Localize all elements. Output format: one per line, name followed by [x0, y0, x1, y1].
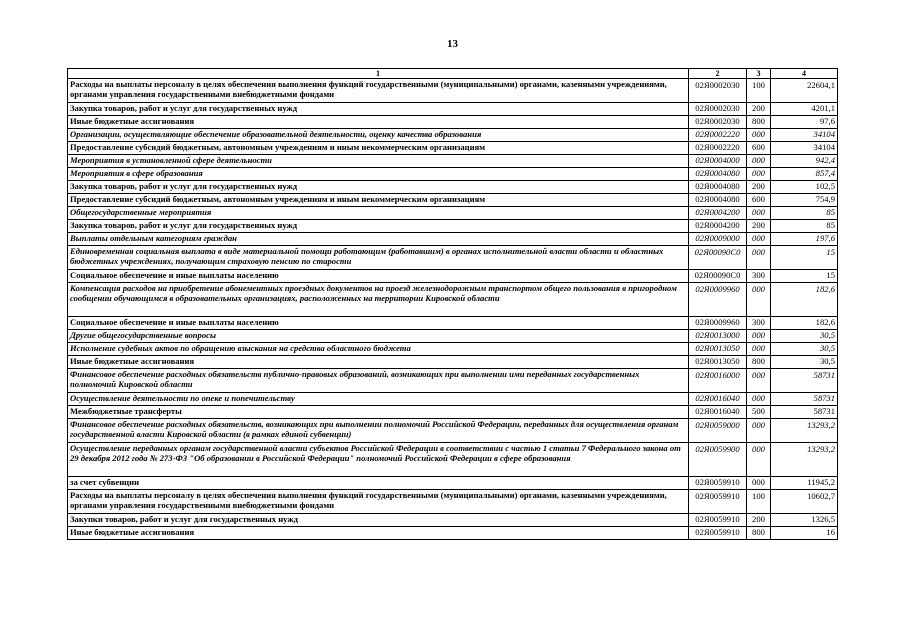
- table-row: [68, 103, 838, 116]
- row-name: Расходы на выплаты персоналу в целях обеспечения выполнения функций государственными (муниципальными) органами, казенными учреждениями, органами управления государственными внебюджетными фондами: [68, 79, 689, 103]
- page-number: 13: [447, 38, 458, 50]
- row-name: Общегосударственные мероприятия: [68, 207, 689, 220]
- row-name: Межбюджетные трансферты: [68, 406, 689, 419]
- row-expense-type: 200: [747, 514, 771, 527]
- row-expense-type: 000: [747, 477, 771, 490]
- row-expense-type: 000: [747, 207, 771, 220]
- table-row: [68, 270, 838, 283]
- row-amount: 15: [771, 270, 838, 283]
- row-code: 02Я0016040: [689, 393, 747, 406]
- row-name: Закупки товаров, работ и услуг для государственных нужд: [68, 514, 689, 527]
- row-amount: 197,6: [771, 233, 838, 246]
- row-code: 02Я0013050: [689, 343, 747, 356]
- row-amount: 85: [771, 220, 838, 233]
- row-name: Выплаты отдельным категориям граждан: [68, 233, 689, 246]
- table-row: [68, 490, 838, 514]
- row-expense-type: 600: [747, 194, 771, 207]
- row-amount: 58731: [771, 393, 838, 406]
- row-name: Финансовое обеспечение расходных обязательств публично-правовых образований, возникающих при выполнении ими переданных государственных полномочий Кировской области: [68, 369, 689, 393]
- row-name: Социальное обеспечение и иные выплаты населению: [68, 317, 689, 330]
- row-code: 02Я0009000: [689, 233, 747, 246]
- row-amount: 22604,1: [771, 79, 838, 103]
- row-expense-type: 800: [747, 356, 771, 369]
- table-row: [68, 317, 838, 330]
- row-name: Расходы на выплаты персоналу в целях обеспечения выполнения функций государственными (муниципальными) органами, казенными учреждениями, органами управления государственными внебюджетными фондами: [68, 490, 689, 514]
- row-code: 02Я0059910: [689, 477, 747, 490]
- row-code: 02Я0002030: [689, 116, 747, 129]
- table-row: [68, 220, 838, 233]
- row-code: 02Я0016000: [689, 369, 747, 393]
- row-amount: 97,6: [771, 116, 838, 129]
- row-expense-type: 800: [747, 527, 771, 540]
- table-row: [68, 419, 838, 443]
- row-code: 02Я0013050: [689, 356, 747, 369]
- header-col-4: 4: [771, 69, 838, 79]
- row-expense-type: 000: [747, 343, 771, 356]
- row-expense-type: 800: [747, 116, 771, 129]
- table-row: [68, 330, 838, 343]
- row-name: Осуществление деятельности по опеке и попечительству: [68, 393, 689, 406]
- row-amount: 13293,2: [771, 443, 838, 477]
- row-name: Мероприятия в сфере образования: [68, 168, 689, 181]
- row-expense-type: 300: [747, 317, 771, 330]
- row-code: 02Я0004080: [689, 181, 747, 194]
- table-row: [68, 246, 838, 270]
- row-expense-type: 000: [747, 168, 771, 181]
- row-amount: 10602,7: [771, 490, 838, 514]
- row-expense-type: 000: [747, 369, 771, 393]
- row-amount: 16: [771, 527, 838, 540]
- header-col-1: 1: [68, 69, 689, 79]
- table-body: [68, 79, 838, 540]
- table-row: [68, 155, 838, 168]
- table-row: [68, 168, 838, 181]
- table-row: [68, 356, 838, 369]
- row-amount: 1326,5: [771, 514, 838, 527]
- row-code: 02Я0009960: [689, 283, 747, 317]
- row-code: 02Я0059910: [689, 527, 747, 540]
- row-amount: 11945,2: [771, 477, 838, 490]
- row-code: 02Я0002030: [689, 79, 747, 103]
- row-name: Осуществление переданных органам государственной власти субъектов Российской Федерации в соответствии с частью 1 статьи 7 Федерального закона от 29 декабря 2012 года № 273-ФЗ "Об образовании в Российской Федерации" полномочий Российской Федерации в сфере образования: [68, 443, 689, 477]
- row-name: Другие общегосударственные вопросы: [68, 330, 689, 343]
- row-name: Организации, осуществляющие обеспечение образовательной деятельности, оценку качества образования: [68, 129, 689, 142]
- row-name: Иные бюджетные ассигнования: [68, 527, 689, 540]
- row-expense-type: 300: [747, 270, 771, 283]
- table-row: [68, 393, 838, 406]
- row-expense-type: 200: [747, 103, 771, 116]
- row-amount: 182,6: [771, 283, 838, 317]
- row-amount: 754,9: [771, 194, 838, 207]
- row-code: 02Я00090С0: [689, 270, 747, 283]
- row-code: 02Я0059910: [689, 490, 747, 514]
- row-name: Предоставление субсидий бюджетным, автономным учреждениям и иным некоммерческим организациям: [68, 194, 689, 207]
- row-name: Социальное обеспечение и иные выплаты населению: [68, 270, 689, 283]
- header-col-3: 3: [747, 69, 771, 79]
- row-code: 02Я0004200: [689, 220, 747, 233]
- row-code: 02Я0059910: [689, 514, 747, 527]
- row-expense-type: 600: [747, 142, 771, 155]
- row-amount: 30,5: [771, 356, 838, 369]
- row-name: Мероприятия в установленной сфере деятельности: [68, 155, 689, 168]
- row-name: Предоставление субсидий бюджетным, автономным учреждениям и иным некоммерческим организациям: [68, 142, 689, 155]
- row-amount: 58731: [771, 369, 838, 393]
- row-amount: 13293,2: [771, 419, 838, 443]
- row-amount: 30,5: [771, 343, 838, 356]
- row-code: 02Я0013000: [689, 330, 747, 343]
- row-expense-type: 200: [747, 181, 771, 194]
- table-row: [68, 142, 838, 155]
- table-row: [68, 129, 838, 142]
- row-name: Компенсация расходов на приобретение абонементных проездных документов на проезд железнодорожным транспортом общего пользования в пригородном сообщении обучающимся в образовательных организациях, расположенных на территории Кировской области: [68, 283, 689, 317]
- row-expense-type: 000: [747, 419, 771, 443]
- table-row: [68, 369, 838, 393]
- row-name: Закупка товаров, работ и услуг для государственных нужд: [68, 220, 689, 233]
- row-amount: 4201,1: [771, 103, 838, 116]
- row-expense-type: 100: [747, 79, 771, 103]
- header-col-2: 2: [689, 69, 747, 79]
- row-code: 02Я0002220: [689, 142, 747, 155]
- table-row: [68, 233, 838, 246]
- table-row: [68, 79, 838, 103]
- table-row: [68, 477, 838, 490]
- row-amount: 942,4: [771, 155, 838, 168]
- row-expense-type: 000: [747, 393, 771, 406]
- row-expense-type: 000: [747, 246, 771, 270]
- row-name: Закупка товаров, работ и услуг для государственных нужд: [68, 181, 689, 194]
- row-expense-type: 000: [747, 129, 771, 142]
- row-name: Иные бюджетные ассигнования: [68, 116, 689, 129]
- row-amount: 15: [771, 246, 838, 270]
- table-row: [68, 283, 838, 317]
- row-code: 02Я0009960: [689, 317, 747, 330]
- row-expense-type: 000: [747, 330, 771, 343]
- table-row: [68, 194, 838, 207]
- row-expense-type: 000: [747, 443, 771, 477]
- table-row: [68, 181, 838, 194]
- row-name: Иные бюджетные ассигнования: [68, 356, 689, 369]
- row-expense-type: 500: [747, 406, 771, 419]
- row-amount: 102,5: [771, 181, 838, 194]
- row-expense-type: 000: [747, 155, 771, 168]
- row-name: Финансовое обеспечение расходных обязательств, возникающих при выполнении полномочий Российской Федерации, переданных для осуществления органам государственной власти Кировской области (в рамках единой субвенции): [68, 419, 689, 443]
- table-row: [68, 207, 838, 220]
- row-expense-type: 000: [747, 233, 771, 246]
- row-amount: 58731: [771, 406, 838, 419]
- table-header-row: [68, 69, 838, 79]
- row-code: 02Я0004080: [689, 194, 747, 207]
- row-code: 02Я0016040: [689, 406, 747, 419]
- row-code: 02Я0004200: [689, 207, 747, 220]
- row-code: 02Я0002030: [689, 103, 747, 116]
- row-code: 02Я0004080: [689, 168, 747, 181]
- row-code: 02Я0004000: [689, 155, 747, 168]
- row-code: 02Я0002220: [689, 129, 747, 142]
- row-expense-type: 000: [747, 283, 771, 317]
- table-row: [68, 443, 838, 477]
- table-row: [68, 116, 838, 129]
- row-amount: 34104: [771, 129, 838, 142]
- row-name: за счет субвенции: [68, 477, 689, 490]
- row-expense-type: 100: [747, 490, 771, 514]
- table-row: [68, 514, 838, 527]
- row-amount: 182,6: [771, 317, 838, 330]
- table-row: [68, 406, 838, 419]
- row-amount: 34104: [771, 142, 838, 155]
- row-name: Исполнение судебных актов по обращению взыскания на средства областного бюджета: [68, 343, 689, 356]
- row-name: Закупка товаров, работ и услуг для государственных нужд: [68, 103, 689, 116]
- table-row: [68, 527, 838, 540]
- budget-table: [67, 68, 838, 540]
- row-code: 02Я00090С0: [689, 246, 747, 270]
- row-amount: 857,4: [771, 168, 838, 181]
- row-amount: 85: [771, 207, 838, 220]
- row-name: Единовременная социальная выплата в виде материальной помощи работающим (работавшим) в органах исполнительной власти области и областных бюджетных учреждениях, получающим страховую пенсию по старости: [68, 246, 689, 270]
- row-code: 02Я0059000: [689, 419, 747, 443]
- row-expense-type: 200: [747, 220, 771, 233]
- table-row: [68, 343, 838, 356]
- row-code: 02Я0059900: [689, 443, 747, 477]
- row-amount: 30,5: [771, 330, 838, 343]
